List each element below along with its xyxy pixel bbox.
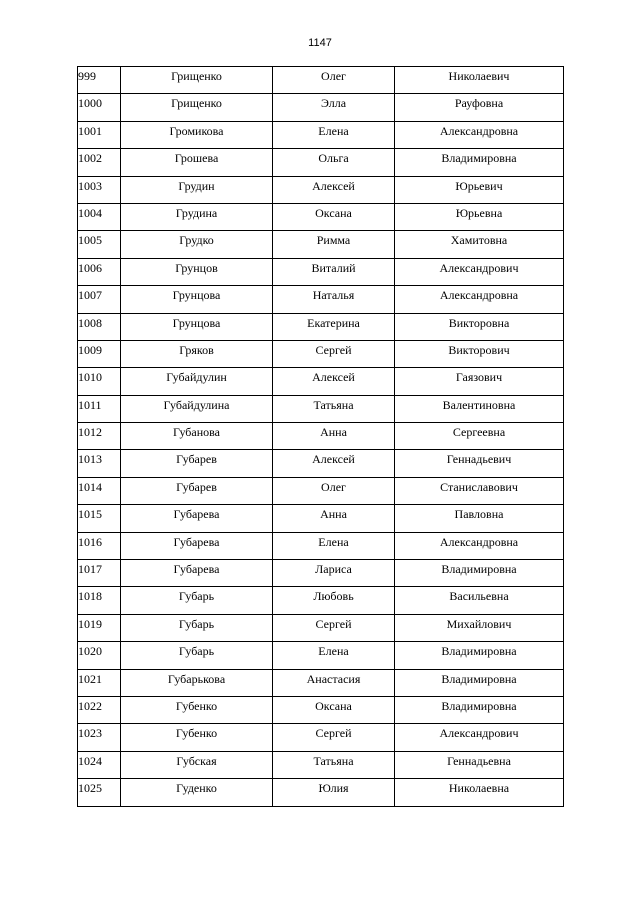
table-row [78, 340, 564, 367]
table-row [78, 669, 564, 696]
table-row [78, 67, 564, 94]
first-name-cell: Анна [273, 505, 395, 532]
first-name-cell: Татьяна [273, 395, 395, 422]
first-name-cell: Наталья [273, 286, 395, 313]
first-name-cell: Алексей [273, 450, 395, 477]
row-number-cell: 1007 [78, 286, 121, 313]
row-number-cell: 1002 [78, 149, 121, 176]
last-name-cell: Гуденко [121, 779, 273, 806]
patronymic-cell: Александрович [395, 258, 564, 285]
table-row [78, 258, 564, 285]
first-name-cell: Алексей [273, 176, 395, 203]
row-number-cell: 1013 [78, 450, 121, 477]
last-name-cell: Грудина [121, 203, 273, 230]
row-number-cell: 1019 [78, 614, 121, 641]
last-name-cell: Грунцова [121, 286, 273, 313]
first-name-cell: Оксана [273, 203, 395, 230]
table-row [78, 203, 564, 230]
row-number-cell: 1015 [78, 505, 121, 532]
table-row [78, 779, 564, 806]
last-name-cell: Губская [121, 751, 273, 778]
patronymic-cell: Павловна [395, 505, 564, 532]
last-name-cell: Губарев [121, 450, 273, 477]
table-row [78, 587, 564, 614]
last-name-cell: Губарев [121, 477, 273, 504]
first-name-cell: Елена [273, 121, 395, 148]
table-row [78, 450, 564, 477]
patronymic-cell: Викторович [395, 340, 564, 367]
last-name-cell: Грищенко [121, 67, 273, 94]
first-name-cell: Алексей [273, 368, 395, 395]
table-row [78, 560, 564, 587]
row-number-cell: 1005 [78, 231, 121, 258]
table-row [78, 505, 564, 532]
patronymic-cell: Владимировна [395, 560, 564, 587]
last-name-cell: Губайдулин [121, 368, 273, 395]
row-number-cell: 1021 [78, 669, 121, 696]
patronymic-cell: Владимировна [395, 669, 564, 696]
patronymic-cell: Васильевна [395, 587, 564, 614]
patronymic-cell: Владимировна [395, 642, 564, 669]
patronymic-cell: Гаязович [395, 368, 564, 395]
first-name-cell: Елена [273, 532, 395, 559]
last-name-cell: Губарь [121, 587, 273, 614]
row-number-cell: 999 [78, 67, 121, 94]
first-name-cell: Лариса [273, 560, 395, 587]
last-name-cell: Губанова [121, 423, 273, 450]
first-name-cell: Анна [273, 423, 395, 450]
table-row [78, 231, 564, 258]
page-number: 1147 [308, 37, 332, 49]
table-row [78, 395, 564, 422]
table-row [78, 614, 564, 641]
patronymic-cell: Викторовна [395, 313, 564, 340]
row-number-cell: 1001 [78, 121, 121, 148]
patronymic-cell: Рауфовна [395, 94, 564, 121]
row-number-cell: 1016 [78, 532, 121, 559]
patronymic-cell: Александрович [395, 724, 564, 751]
first-name-cell: Елена [273, 642, 395, 669]
first-name-cell: Виталий [273, 258, 395, 285]
last-name-cell: Грунцов [121, 258, 273, 285]
patronymic-cell: Геннадьевна [395, 751, 564, 778]
last-name-cell: Губарева [121, 532, 273, 559]
patronymic-cell: Михайлович [395, 614, 564, 641]
last-name-cell: Губарь [121, 614, 273, 641]
row-number-cell: 1022 [78, 696, 121, 723]
last-name-cell: Губарева [121, 505, 273, 532]
row-number-cell: 1018 [78, 587, 121, 614]
row-number-cell: 1023 [78, 724, 121, 751]
row-number-cell: 1025 [78, 779, 121, 806]
last-name-cell: Губарева [121, 560, 273, 587]
last-name-cell: Грудко [121, 231, 273, 258]
roster-body [78, 67, 564, 807]
row-number-cell: 1020 [78, 642, 121, 669]
patronymic-cell: Сергеевна [395, 423, 564, 450]
table-row [78, 121, 564, 148]
last-name-cell: Губенко [121, 696, 273, 723]
patronymic-cell: Александровна [395, 286, 564, 313]
table-row [78, 751, 564, 778]
patronymic-cell: Николаевна [395, 779, 564, 806]
first-name-cell: Элла [273, 94, 395, 121]
row-number-cell: 1011 [78, 395, 121, 422]
table-row [78, 368, 564, 395]
patronymic-cell: Юрьевна [395, 203, 564, 230]
row-number-cell: 1017 [78, 560, 121, 587]
row-number-cell: 1006 [78, 258, 121, 285]
last-name-cell: Губарькова [121, 669, 273, 696]
row-number-cell: 1008 [78, 313, 121, 340]
roster-table [77, 66, 564, 807]
first-name-cell: Оксана [273, 696, 395, 723]
last-name-cell: Губайдулина [121, 395, 273, 422]
table-row [78, 149, 564, 176]
first-name-cell: Сергей [273, 340, 395, 367]
patronymic-cell: Владимировна [395, 149, 564, 176]
first-name-cell: Анастасия [273, 669, 395, 696]
last-name-cell: Грошева [121, 149, 273, 176]
table-row [78, 696, 564, 723]
patronymic-cell: Геннадьевич [395, 450, 564, 477]
patronymic-cell: Александровна [395, 121, 564, 148]
patronymic-cell: Юрьевич [395, 176, 564, 203]
table-row [78, 423, 564, 450]
first-name-cell: Юлия [273, 779, 395, 806]
table-row [78, 477, 564, 504]
row-number-cell: 1004 [78, 203, 121, 230]
table-row [78, 313, 564, 340]
patronymic-cell: Станиславович [395, 477, 564, 504]
row-number-cell: 1000 [78, 94, 121, 121]
table-row [78, 286, 564, 313]
row-number-cell: 1003 [78, 176, 121, 203]
patronymic-cell: Валентиновна [395, 395, 564, 422]
row-number-cell: 1010 [78, 368, 121, 395]
table-row [78, 176, 564, 203]
table-row [78, 724, 564, 751]
first-name-cell: Татьяна [273, 751, 395, 778]
first-name-cell: Олег [273, 67, 395, 94]
last-name-cell: Грунцова [121, 313, 273, 340]
row-number-cell: 1009 [78, 340, 121, 367]
last-name-cell: Губарь [121, 642, 273, 669]
last-name-cell: Громикова [121, 121, 273, 148]
first-name-cell: Римма [273, 231, 395, 258]
first-name-cell: Екатерина [273, 313, 395, 340]
last-name-cell: Грудин [121, 176, 273, 203]
last-name-cell: Гряков [121, 340, 273, 367]
first-name-cell: Сергей [273, 724, 395, 751]
patronymic-cell: Хамитовна [395, 231, 564, 258]
row-number-cell: 1014 [78, 477, 121, 504]
row-number-cell: 1024 [78, 751, 121, 778]
table-row [78, 642, 564, 669]
row-number-cell: 1012 [78, 423, 121, 450]
table-row [78, 532, 564, 559]
last-name-cell: Губенко [121, 724, 273, 751]
patronymic-cell: Владимировна [395, 696, 564, 723]
patronymic-cell: Николаевич [395, 67, 564, 94]
first-name-cell: Любовь [273, 587, 395, 614]
first-name-cell: Олег [273, 477, 395, 504]
first-name-cell: Ольга [273, 149, 395, 176]
first-name-cell: Сергей [273, 614, 395, 641]
table-row [78, 94, 564, 121]
last-name-cell: Грищенко [121, 94, 273, 121]
patronymic-cell: Александровна [395, 532, 564, 559]
